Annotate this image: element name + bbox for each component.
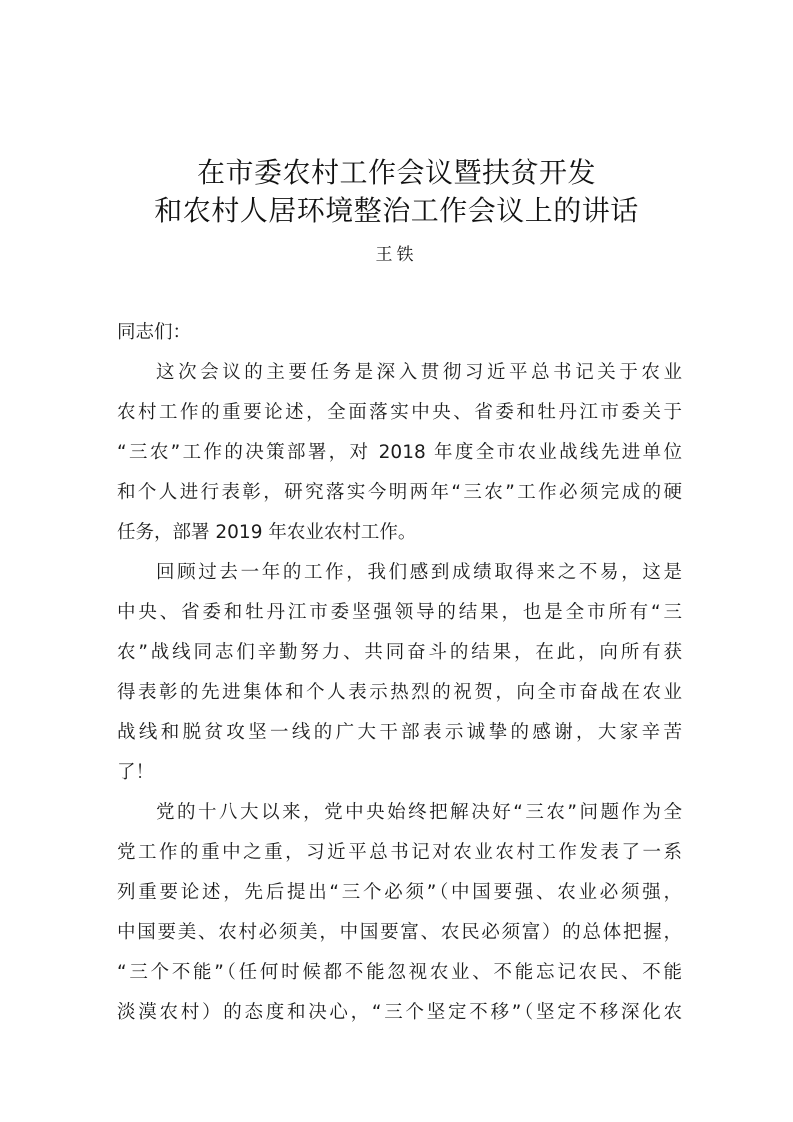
text-line: 回顾过去一年的工作，我们感到成绩取得来之不易，这是 bbox=[156, 562, 682, 583]
text-line: “三农”工作的决策部署，对 2018 年度全市农业战线先进单位 bbox=[117, 442, 682, 463]
text-line: 得表彰的先进集体和个人表示热烈的祝贺，向全市奋战在农业 bbox=[117, 682, 682, 703]
text-line: 列重要论述，先后提出“三个必须”（中国要强、农业必须强， bbox=[117, 882, 682, 903]
body-lines bbox=[117, 353, 682, 1033]
salutation: 同志们： bbox=[117, 322, 192, 343]
author-name: 王铁 bbox=[375, 245, 418, 265]
text-line: 淡漠农村）的态度和决心，“三个坚定不移”（坚定不移深化农 bbox=[117, 1002, 682, 1023]
text-line: 战线和脱贫攻坚一线的广大干部表示诚挚的感谢，大家辛苦 bbox=[117, 722, 682, 743]
text-line: 农”战线同志们辛勤努力、共同奋斗的结果，在此，向所有获 bbox=[117, 642, 682, 663]
text-line: 和个人进行表彰，研究落实今明两年“三农”工作必须完成的硬 bbox=[117, 482, 682, 503]
text-line: “三个不能”（任何时候都不能忽视农业、不能忘记农民、不能 bbox=[117, 962, 682, 983]
text-line: 中央、省委和牡丹江市委坚强领导的结果，也是全市所有“三 bbox=[117, 602, 682, 623]
text-line: 中国要美、农村必须美，中国要富、农民必须富）的总体把握， bbox=[117, 922, 682, 943]
text-line: 党工作的重中之重，习近平总书记对农业农村工作发表了一系 bbox=[117, 842, 682, 863]
document-body bbox=[117, 313, 682, 1033]
text-line: 农村工作的重要论述，全面落实中央、省委和牡丹江市委关于 bbox=[117, 402, 682, 423]
title-line-2: 和农村人居环境整治工作会议上的讲话 bbox=[154, 194, 639, 227]
title-line-1: 在市委农村工作会议暨扶贫开发 bbox=[196, 156, 596, 189]
text-line: 了！ bbox=[117, 762, 155, 783]
text-line: 任务，部署 2019 年农业农村工作。 bbox=[117, 522, 417, 543]
text-line: 这次会议的主要任务是深入贯彻习近平总书记关于农业 bbox=[156, 362, 682, 383]
text-line: 党的十八大以来，党中央始终把解决好“三农”问题作为全 bbox=[156, 802, 682, 823]
